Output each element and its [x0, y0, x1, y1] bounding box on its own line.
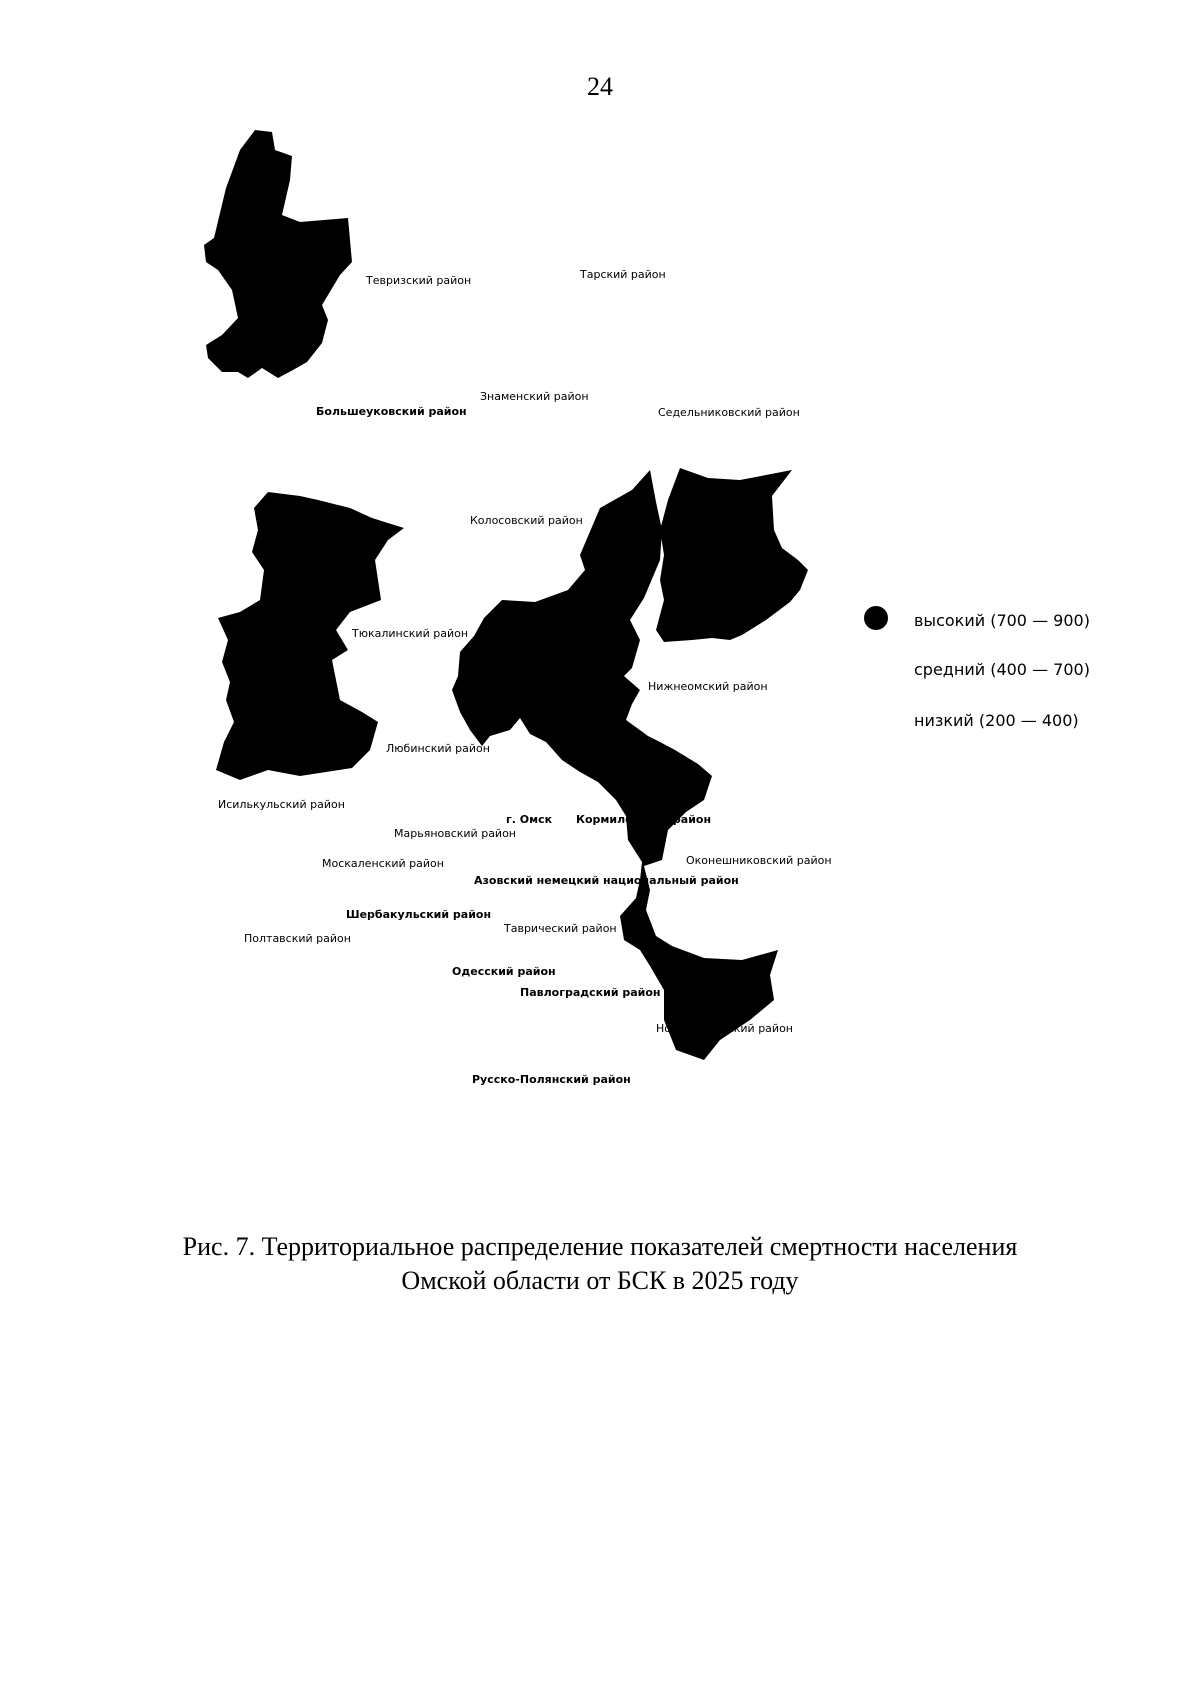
- label-russko-polyansky: Русско-Полянский район: [472, 1073, 631, 1086]
- label-okoneshnikovsky: Оконешниковский район: [686, 854, 832, 867]
- label-kormilovsky: Кормиловский район: [576, 813, 712, 826]
- legend-medium-label: средний (400 — 700): [914, 660, 1090, 679]
- label-sedelnikovsky: Седельниковский район: [658, 406, 800, 419]
- label-omsk: г. Омск: [506, 813, 553, 826]
- label-azovsky: Азовский немецкий национальный район: [474, 874, 739, 887]
- label-kolosovsky: Колосовский район: [470, 514, 583, 527]
- label-tevriz: Тевризский район: [366, 274, 472, 287]
- label-sherbakulsky: Шербакульский район: [346, 908, 492, 921]
- label-isilkulsky: Исилькульский район: [218, 798, 345, 811]
- label-znamenskoe: Знаменский район: [480, 390, 589, 403]
- label-lyubinsky: Любинский район: [386, 742, 490, 755]
- caption-line-1: Рис. 7. Территориальное распределение показателей смертности населения: [182, 1232, 1018, 1261]
- label-tyukalinsky: Тюкалинский район: [352, 627, 469, 640]
- label-tavrichesky: Таврический район: [504, 922, 617, 935]
- page-number: 24: [587, 72, 613, 101]
- map-legend: [864, 606, 1090, 730]
- label-tara: Тарский район: [580, 268, 666, 281]
- label-nizhneomsky: Нижнеомский район: [648, 680, 768, 693]
- legend-high-marker: [864, 606, 888, 630]
- label-moskalensky: Москаленский район: [322, 857, 444, 870]
- label-pavlogradsky: Павлоградский район: [520, 986, 661, 999]
- label-bolsheukovsky: Большеуковский район: [316, 405, 467, 418]
- label-maryanovsky: Марьяновский район: [394, 827, 516, 840]
- caption-line-2: Омской области от БСК в 2025 году: [401, 1266, 799, 1295]
- legend-high-label: высокий (700 — 900): [914, 611, 1090, 630]
- label-poltavsky: Полтавский район: [244, 932, 351, 945]
- legend-low-label: низкий (200 — 400): [914, 711, 1079, 730]
- figure-caption: [100, 1230, 1100, 1298]
- region-north-district: [204, 130, 352, 378]
- label-novovarshavsky: Нововаршавский район: [656, 1022, 793, 1035]
- region-northeast-district: [656, 468, 808, 642]
- label-odessky: Одесский район: [452, 965, 556, 978]
